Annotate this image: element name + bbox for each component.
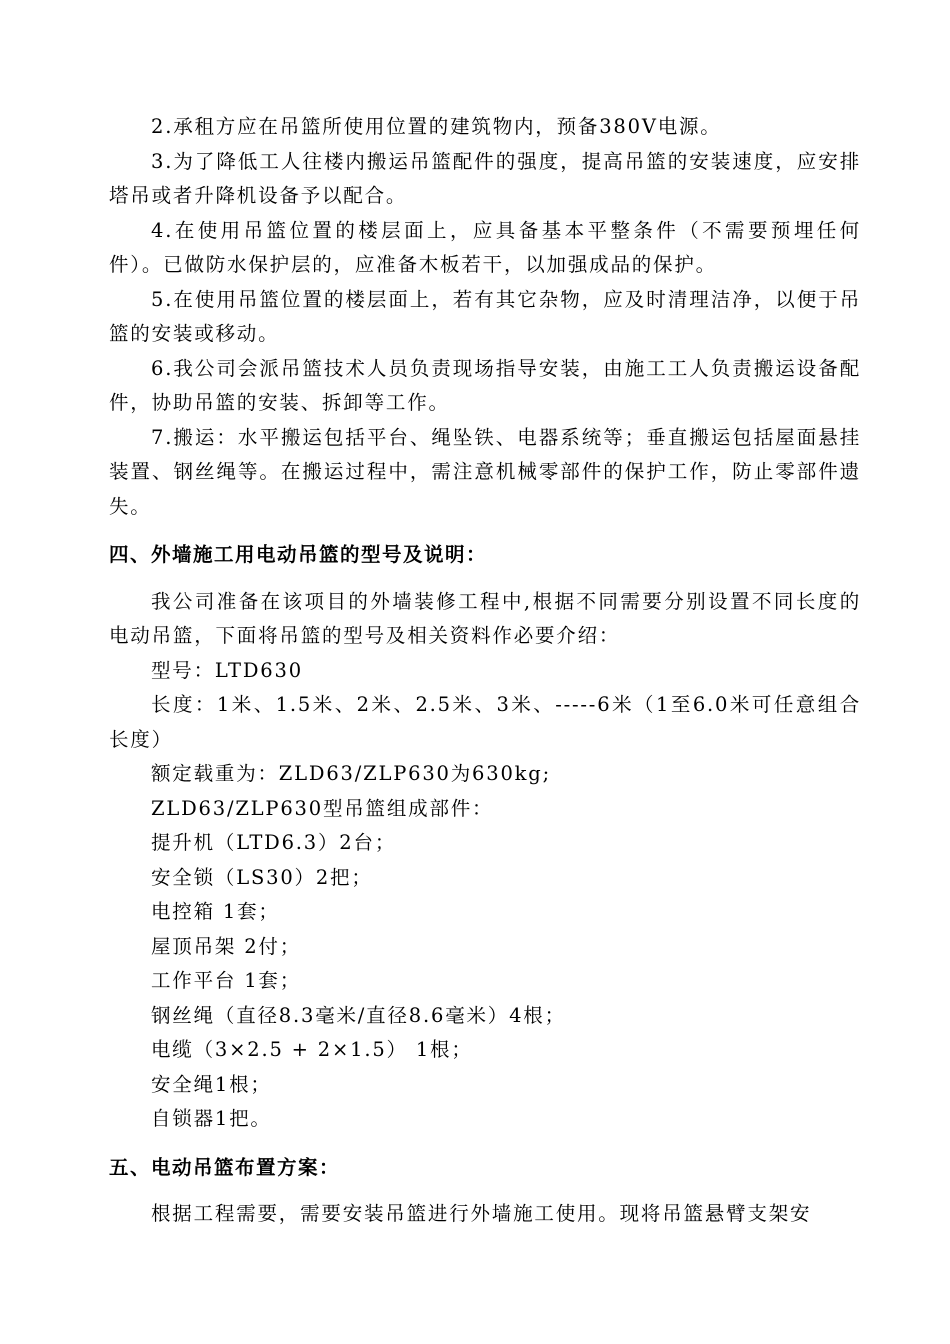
- document-body: [109, 110, 861, 1232]
- spec-hoist: 提升机（LTD6.3）2台；: [151, 831, 397, 854]
- spec-cable: 电缆（3×2.5 + 2×1.5） 1根；: [151, 1038, 473, 1061]
- spec-roof-frame: 屋顶吊架 2付；: [151, 934, 302, 958]
- spec-safety-lock: 安全锁（LS30）2把；: [151, 865, 373, 889]
- section-5-heading: 五、电动吊篮布置方案：: [109, 1155, 341, 1179]
- spec-rated-load: 额定载重为：ZLD63/ZLP630为630kg;: [151, 762, 551, 785]
- section-4-heading: 四、外墙施工用电动吊篮的型号及说明：: [109, 543, 488, 566]
- section-4-intro: 我公司准备在该项目的外墙装修工程中,根据不同需要分别设置不同长度的电动吊篮，下面将吊篮的型号及相关资料作必要介绍：: [109, 589, 861, 647]
- length-line: 长度：1米、1.5米、2米、2.5米、3米、-----6米（1至6.0米可任意组合长度）: [109, 693, 861, 751]
- paragraph-item-3: 3.为了降低工人往楼内搬运吊篮配件的强度，提高吊篮的安装速度，应安排塔吊或者升降机设备予以配合。: [109, 149, 861, 207]
- spec-control-box: 电控箱 1套；: [151, 900, 280, 923]
- paragraph-item-4: 4.在使用吊篮位置的楼层面上，应具备基本平整条件（不需要预埋任何件）。已做防水保护层的，应准备木板若干，以加强成品的保护。: [109, 218, 861, 276]
- spec-safety-rope: 安全绳1根；: [151, 1072, 272, 1096]
- spec-self-locker: 自锁器1把。: [151, 1107, 272, 1130]
- spec-wire-rope: 钢丝绳（直径8.3毫米/直径8.6毫米）4根；: [151, 1003, 566, 1027]
- paragraph-item-5: 5.在使用吊篮位置的楼层面上，若有其它杂物，应及时清理洁净，以便于吊篮的安装或移动。: [109, 287, 861, 345]
- paragraph-item-2: 2.承租方应在吊篮所使用位置的建筑物内，预备380V电源。: [151, 115, 722, 138]
- section-5-intro: 根据工程需要，需要安装吊篮进行外墙施工使用。现将吊篮悬臂支架安: [151, 1202, 812, 1225]
- paragraph-item-7: 7.搬运：水平搬运包括平台、绳坠铁、电器系统等；垂直搬运包括屋面悬挂装置、钢丝绳等。在搬运过程中，需注意机械零部件的保护工作，防止零部件遗失。: [109, 425, 861, 518]
- spec-work-platform: 工作平台 1套；: [151, 969, 302, 992]
- model-line: 型号：LTD630: [151, 658, 303, 682]
- paragraph-item-6: 6.我公司会派吊篮技术人员负责现场指导安装，由施工工人负责搬运设备配件，协助吊篮的安装、拆卸等工作。: [109, 356, 861, 414]
- spec-components-title: ZLD63/ZLP630型吊篮组成部件：: [151, 796, 494, 820]
